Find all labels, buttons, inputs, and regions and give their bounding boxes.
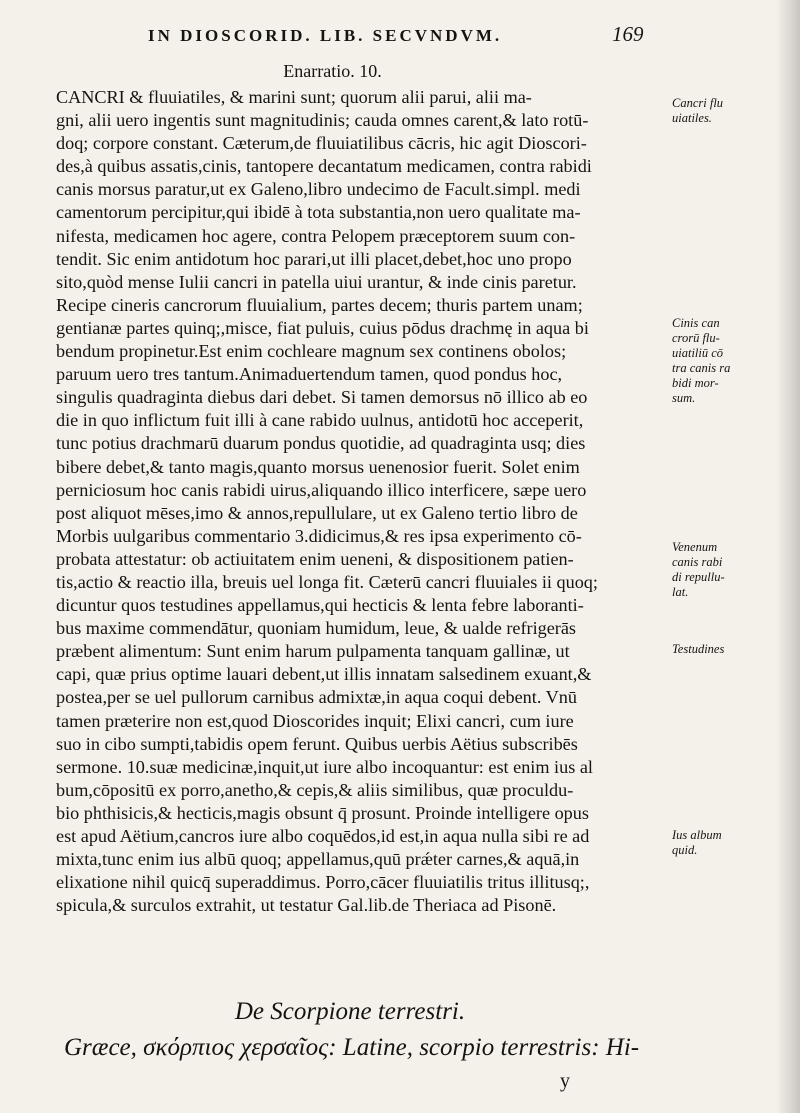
text-line: Morbis uulgaribus commentario 3.didicimus,& res ipsa experimento cō-	[56, 525, 582, 546]
margin-note-line: Testudines	[672, 642, 725, 656]
text-line: doq; corpore constant. Cæterum,de fluuiatilibus cācris, hic agit Dioscori-	[56, 133, 587, 154]
text-line: Recipe cineris cancrorum fluuialium, partes decem; thuris partem unam;	[56, 294, 583, 315]
margin-note-line: Venenum	[672, 540, 718, 554]
margin-note-line: crorū flu-	[672, 331, 720, 345]
text-line: die in quo inflictum fuit illi à cane rabido uulnus, antidotū hoc acceperit,	[56, 410, 584, 431]
text-line: sito,quòd mense Iulii cancri in patella uiui urantur, & inde cinis paretur.	[56, 271, 577, 292]
text-line: sermone. 10.suæ medicinæ,inquit,ut iure albo incoquantur: est enim ius al	[56, 756, 593, 777]
text-line: des,à quibus assatis,cinis, tantopere decantatum medicamen, contra rabidi	[56, 156, 592, 177]
margin-note-line: Cinis can	[672, 316, 720, 330]
page-number: 169	[612, 22, 644, 46]
margin-note-line: canis rabi	[672, 555, 723, 569]
text-line: spicula,& surculos extrahit, ut testatur Gal.lib.de Theriaca ad Pisonē.	[56, 895, 557, 916]
margin-note-line: di repullu-	[672, 570, 725, 584]
margin-note-line: Cancri flu	[672, 96, 724, 110]
text-line: bio phthisicis,& hecticis,magis obsunt q̄ prosunt. Proinde intelligere opus	[56, 802, 589, 823]
page-edge-shadow	[776, 0, 800, 1113]
body-text	[56, 86, 668, 917]
text-line: nifesta, medicamen hoc agere, contra Pelopem præceptorem suum con-	[56, 225, 576, 246]
next-section-title: De Scorpione terrestri.	[234, 998, 466, 1025]
text-line: dicuntur quos testudines appellamus,qui hecticis & lenta febre laboranti-	[56, 595, 584, 616]
margin-note-line: bidi mor-	[672, 376, 719, 390]
final-line: Græce, σκόρπιος χερσαῖος: Latine, scorpio terrestris: Hi-	[64, 1034, 640, 1061]
catchword: y	[560, 1070, 570, 1092]
text-line: bus maxime commendātur, quoniam humidum, leue, & ualde refrigerās	[56, 618, 576, 639]
text-line: CANCRI & fluuiatiles, & marini sunt; quorum alii parui, alii ma-	[56, 87, 532, 107]
text-line: tunc potius drachmarū duarum pondus quotidie, ad quadraginta usq; dies	[56, 433, 586, 454]
margin-note-line: uiatiliū cō	[672, 346, 724, 360]
text-line: paruum uero tres tantum.Animaduertendum tamen, quod pondus hoc,	[56, 364, 563, 385]
running-head	[0, 22, 800, 52]
running-title: IN DIOSCORID. LIB. SECVNDVM.	[148, 26, 503, 45]
margin-note-line: lat.	[672, 585, 689, 599]
text-line: probata attestatur: ob actiuitatem enim ueneni, & dispositionem patien-	[56, 548, 574, 569]
text-line: præbent alimentum: Sunt enim harum pulpamenta tanquam gallinæ, ut	[56, 641, 570, 662]
section-heading: Enarratio. 10.	[283, 61, 382, 81]
text-line: est apud Aëtium,cancros iure albo coquēdos,id est,in aqua nulla sibi re ad	[56, 826, 590, 846]
text-line: mixta,tunc enim ius albū quoq; appellamus,quū prǽter carnes,& aquā,in	[56, 849, 580, 870]
text-line: perniciosum hoc canis rabidi uirus,aliquando illico interficere, sæpe uero	[56, 479, 587, 500]
text-line: suo in cibo sumpti,tabidis opem ferunt. Quibus uerbis Aëtius subscribēs	[56, 733, 578, 754]
text-line: tendit. Sic enim antidotum hoc parari,ut illi placet,debet,hoc uno propo	[56, 248, 572, 269]
text-line: bum,cōpositū ex porro,anetho,& cepis,& aliis similibus, quæ proculdu-	[56, 779, 574, 800]
margin-note-line: uiatiles.	[672, 111, 712, 125]
text-line: bibere debet,& tanto magis,quanto morsus uenenosior fuerit. Solet enim	[56, 456, 580, 477]
margin-note-line: tra canis ra	[672, 361, 731, 375]
text-line: canis morsus paratur,ut ex Galeno,libro undecimo de Facult.simpl. medi	[56, 179, 581, 200]
margin-note-line: sum.	[672, 391, 696, 405]
text-line: tamen præterire non est,quod Dioscorides inquit; Elixi cancri, cum iure	[56, 710, 574, 731]
text-line: capi, quæ prius optime lauari debent,ut illis innatam salsedinem exuant,&	[56, 664, 592, 685]
text-line: tis,actio & reactio illa, breuis uel longa fit. Cæterū cancri fluuiales ii quoq;	[56, 571, 598, 592]
margin-note-line: Ius album	[672, 828, 722, 842]
text-line: singulis quadraginta diebus dari debet. Si tamen demorsus nō illico ab eo	[56, 387, 588, 408]
text-line: gni, alii uero ingentis sunt magnitudinis; cauda omnes carent,& lato rotū-	[56, 110, 589, 131]
text-line: elixatione nihil quicq̄ superaddimus. Porro,cācer fluuiatilis tritus illitusq;,	[56, 872, 590, 893]
text-line: bendum propinetur.Est enim cochleare magnum sex continens obolos;	[56, 341, 567, 362]
text-line: post aliquot mēses,imo & annos,repullulare, ut ex Galeno tertio libro de	[56, 502, 578, 523]
text-line: gentianæ partes quinq;,misce, fiat puluis, cuius pōdus drachmę in aqua bi	[56, 317, 589, 338]
margin-note-line: quid.	[672, 843, 698, 857]
text-line: camentorum percipitur,qui ibidē à tota substantia,non uero qualitate ma-	[56, 202, 581, 223]
text-line: postea,per se uel pullorum carnibus admixtæ,in aqua coqui debent. Vnū	[56, 687, 577, 708]
